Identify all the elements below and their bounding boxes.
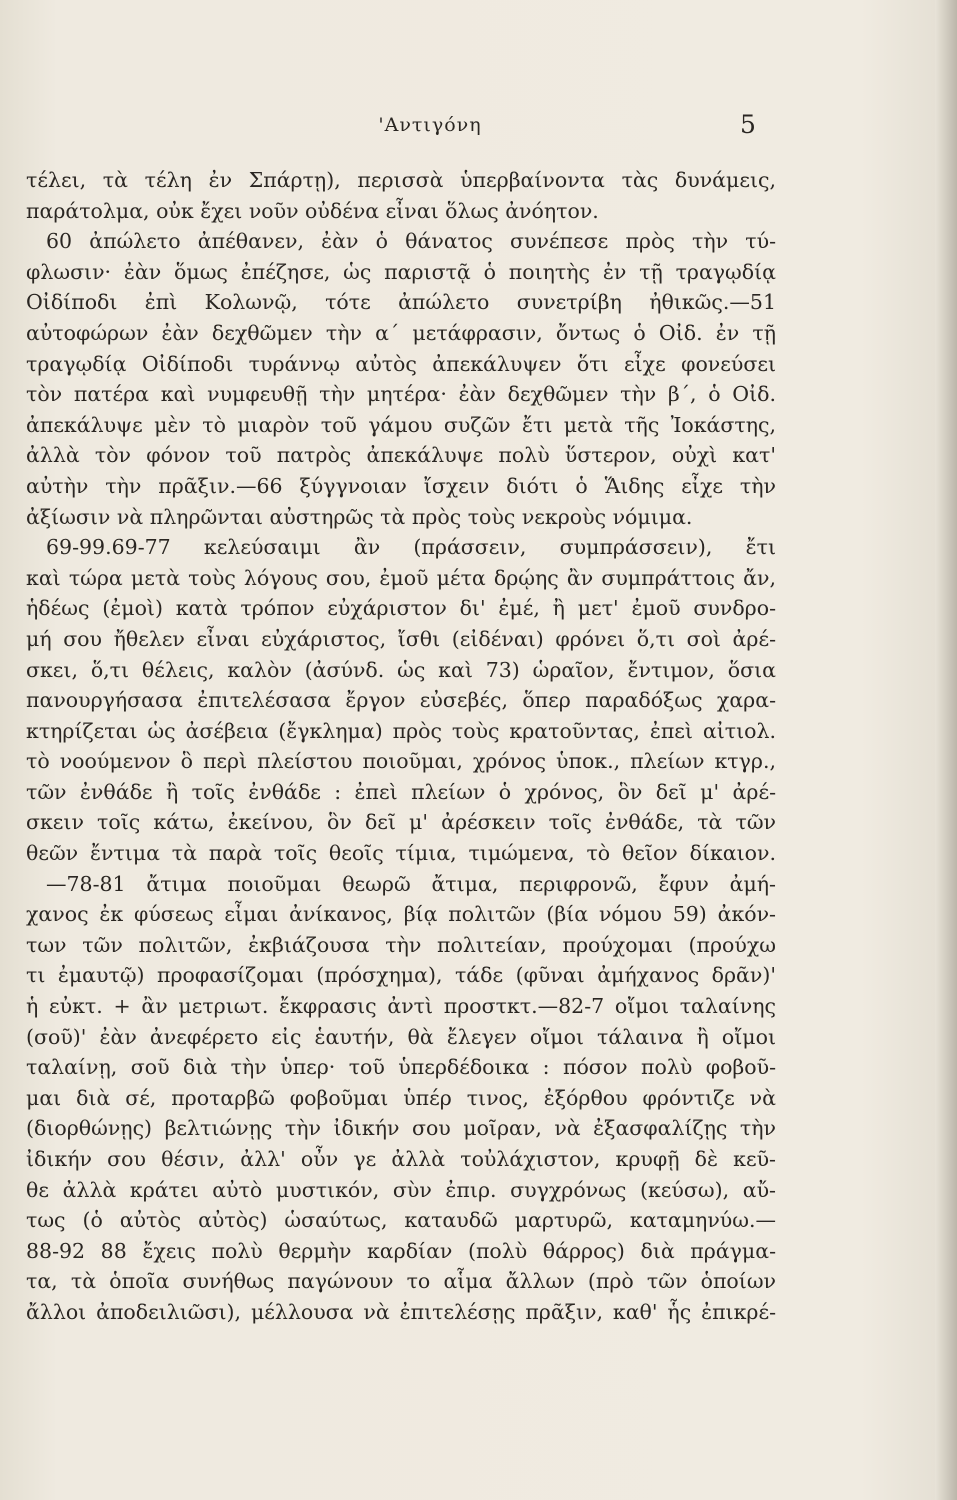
text-line: ἡδέως (ἐμοὶ) κατὰ τρόπον εὐχάριστον δι' ἐμέ, ἢ μετ' ἐμοῦ συνδρο- — [26, 596, 776, 621]
text-line: μαι διὰ σέ, προταρβῶ φοβοῦμαι ὑπέρ τινος, ἐξόρθου φρόντιζε νὰ — [26, 1085, 776, 1110]
text-line: τέλει, τὰ τέλη ἐν Σπάρτῃ), περισσὰ ὑπερβαίνοντα τὰς δυνάμεις, — [26, 168, 776, 192]
text-line: ταλαίνῃ, σοῦ διὰ τὴν ὑπερ· τοῦ ὑπερδέδοικα : πόσον πολὺ φοβοῦ- — [26, 1055, 776, 1080]
text-line: σκειν τοῖς κάτω, ἐκείνου, ὃν δεῖ μ' ἀρέσκειν τοῖς ἐνθάδε, τὰ τῶν — [26, 810, 776, 835]
page-header — [0, 108, 957, 148]
text-line: τῶν ἐνθάδε ἢ τοῖς ἐνθάδε : ἐπεὶ πλείων ὁ χρόνος, ὃν δεῖ μ' ἀρέ- — [26, 779, 776, 804]
text-line: 69-99.69-77 κελεύσαιμι ἂν (πράσσειν, συμπράσσειν), ἔτι — [46, 535, 776, 560]
text-line: Οἰδίποδι ἐπὶ Κολωνῷ, τότε ἀπώλετο συνετρίβη ἠθικῶς.—51 — [26, 290, 776, 315]
text-line: μή σου ἤθελεν εἶναι εὐχάριστος, ἴσθι (εἰδέναι) φρόνει ὅ,τι σοὶ ἀρέ- — [26, 626, 776, 651]
text-line: (σοῦ)' ἐὰν ἀνεφέρετο εἰς ἑαυτήν, θὰ ἔλεγεν οἴμοι τάλαινα ἢ οἴμοι — [26, 1024, 776, 1049]
text-line: πανουργήσασα ἐπιτελέσασα ἔργον εὐσεβές, ὅπερ παραδόξως χαρα- — [26, 688, 776, 713]
text-line: τι ἐμαυτῷ) προφασίζομαι (πρόσχημα), τάδε (φῦναι ἀμήχανος δρᾶν)' — [26, 963, 776, 988]
text-line: των τῶν πολιτῶν, ἐκβιάζουσα τὴν πολιτείαν, προύχομαι (προύχω — [26, 932, 776, 957]
text-line: χανος ἐκ φύσεως εἶμαι ἀνίκανος, βίᾳ πολιτῶν (βία νόμου 59) ἀκόν- — [26, 902, 776, 927]
text-line: παράτολμα, οὐκ ἔχει νοῦν οὐδένα εἶναι ὅλως ἀνόητον. — [26, 198, 599, 223]
text-line: σκει, ὅ,τι θέλεις, καλὸν (ἀσύνδ. ὡς καὶ 73) ὡραῖον, ἔντιμον, ὅσια — [26, 657, 776, 682]
text-line: τὸ νοούμενον ὃ περὶ πλείστου ποιοῦμαι, χρόνος ὑποκ., πλείων κτγρ., — [26, 749, 776, 774]
text-line: τως (ὁ αὐτὸς αὐτὸς) ὡσαύτως, καταυδῶ μαρτυρῶ, καταμηνύω.— — [26, 1208, 776, 1233]
running-title: 'Αντιγόνη — [378, 114, 482, 136]
text-line: αὐτὴν τὴν πρᾶξιν.—66 ξύγγνοιαν ἴσχειν διότι ὁ Ἅιδης εἶχε τὴν — [26, 473, 776, 498]
text-line: ἡ εὐκτ. + ἂν μετριωτ. ἔκφρασις ἀντὶ προστκτ.—82-7 οἴμοι ταλαίνης — [26, 994, 776, 1019]
text-line: ἰδικήν σου θέσιν, ἀλλ' οὖν γε ἀλλὰ τοὐλάχιστον, κρυφῇ δὲ κεῦ- — [26, 1147, 776, 1171]
text-line: τὸν πατέρα καὶ νυμφευθῇ τὴν μητέρα· ἐὰν δεχθῶμεν τὴν β΄, ὁ Οἰδ. — [26, 382, 776, 407]
text-line: ἀξίωσιν νὰ πληρῶνται αὐστηρῶς τὰ πρὸς τοὺς νεκροὺς νόμιμα. — [26, 504, 693, 529]
text-line: καὶ τώρα μετὰ τοὺς λόγους σου, ἐμοῦ μέτα δρῴης ἂν συμπράττοις ἄν, — [26, 565, 776, 590]
text-line: τα, τὰ ὁποῖα συνήθως παγώνουν το αἷμα ἄλλων (πρὸ τῶν ὁποίων — [26, 1269, 776, 1294]
page-edge — [935, 0, 957, 1500]
text-line: ἄλλοι ἀποδειλιῶσι), μέλλουσα νὰ ἐπιτελέσῃς πρᾶξιν, καθ' ἧς ἐπικρέ- — [26, 1299, 776, 1324]
text-line: ἀλλὰ τὸν φόνον τοῦ πατρὸς ἀπεκάλυψε πολὺ ὕστερον, οὐχὶ κατ' — [26, 443, 776, 468]
text-line: αὐτοφώρων ἐὰν δεχθῶμεν τὴν α΄ μετάφρασιν, ὄντως ὁ Οἰδ. ἐν τῇ — [26, 320, 776, 345]
text-line: κτηρίζεται ὡς ἀσέβεια (ἔγκλημα) πρὸς τοὺς κρατοῦντας, ἐπεὶ αἰτιολ. — [26, 718, 776, 743]
page-number: 5 — [740, 110, 756, 139]
text-line: ἀπεκάλυψε μὲν τὸ μιαρὸν τοῦ γάμου συζῶν ἔτι μετὰ τῆς Ἰοκάστης, — [26, 412, 776, 437]
text-line: 88-92 88 ἔχεις πολὺ θερμὴν καρδίαν (πολὺ θάρρος) διὰ πράγμα- — [26, 1238, 776, 1263]
text-line: τραγῳδίᾳ Οἰδίποδι τυράννῳ αὐτὸς ἀπεκάλυψεν ὅτι εἶχε φονεύσει — [26, 351, 776, 376]
text-line: θεῶν ἔντιμα τὰ παρὰ τοῖς θεοῖς τίμια, τιμώμενα, τὸ θεῖον δίκαιον. — [26, 841, 776, 866]
text-line: φλωσιν· ἐὰν ὅμως ἐπέζησε, ὡς παριστᾷ ὁ ποιητὴς ἐν τῇ τραγῳδίᾳ — [26, 259, 776, 284]
commentary-text — [26, 165, 776, 1328]
text-line: 60 ἀπώλετο ἀπέθανεν, ἐὰν ὁ θάνατος συνέπεσε πρὸς τὴν τύ- — [46, 229, 776, 254]
text-line: (διορθώνῃς) βελτιώνῃς τὴν ἰδικήν σου μοῖραν, νὰ ἐξασφαλίζῃς τὴν — [26, 1116, 776, 1141]
text-line: θε ἀλλὰ κράτει αὐτὸ μυστικόν, σὺν ἐπιρ. συγχρόνως (κεύσω), αὔ- — [26, 1177, 776, 1202]
text-line: —78-81 ἄτιμα ποιοῦμαι θεωρῶ ἄτιμα, περιφρονῶ, ἔφυν ἀμή- — [46, 871, 776, 896]
